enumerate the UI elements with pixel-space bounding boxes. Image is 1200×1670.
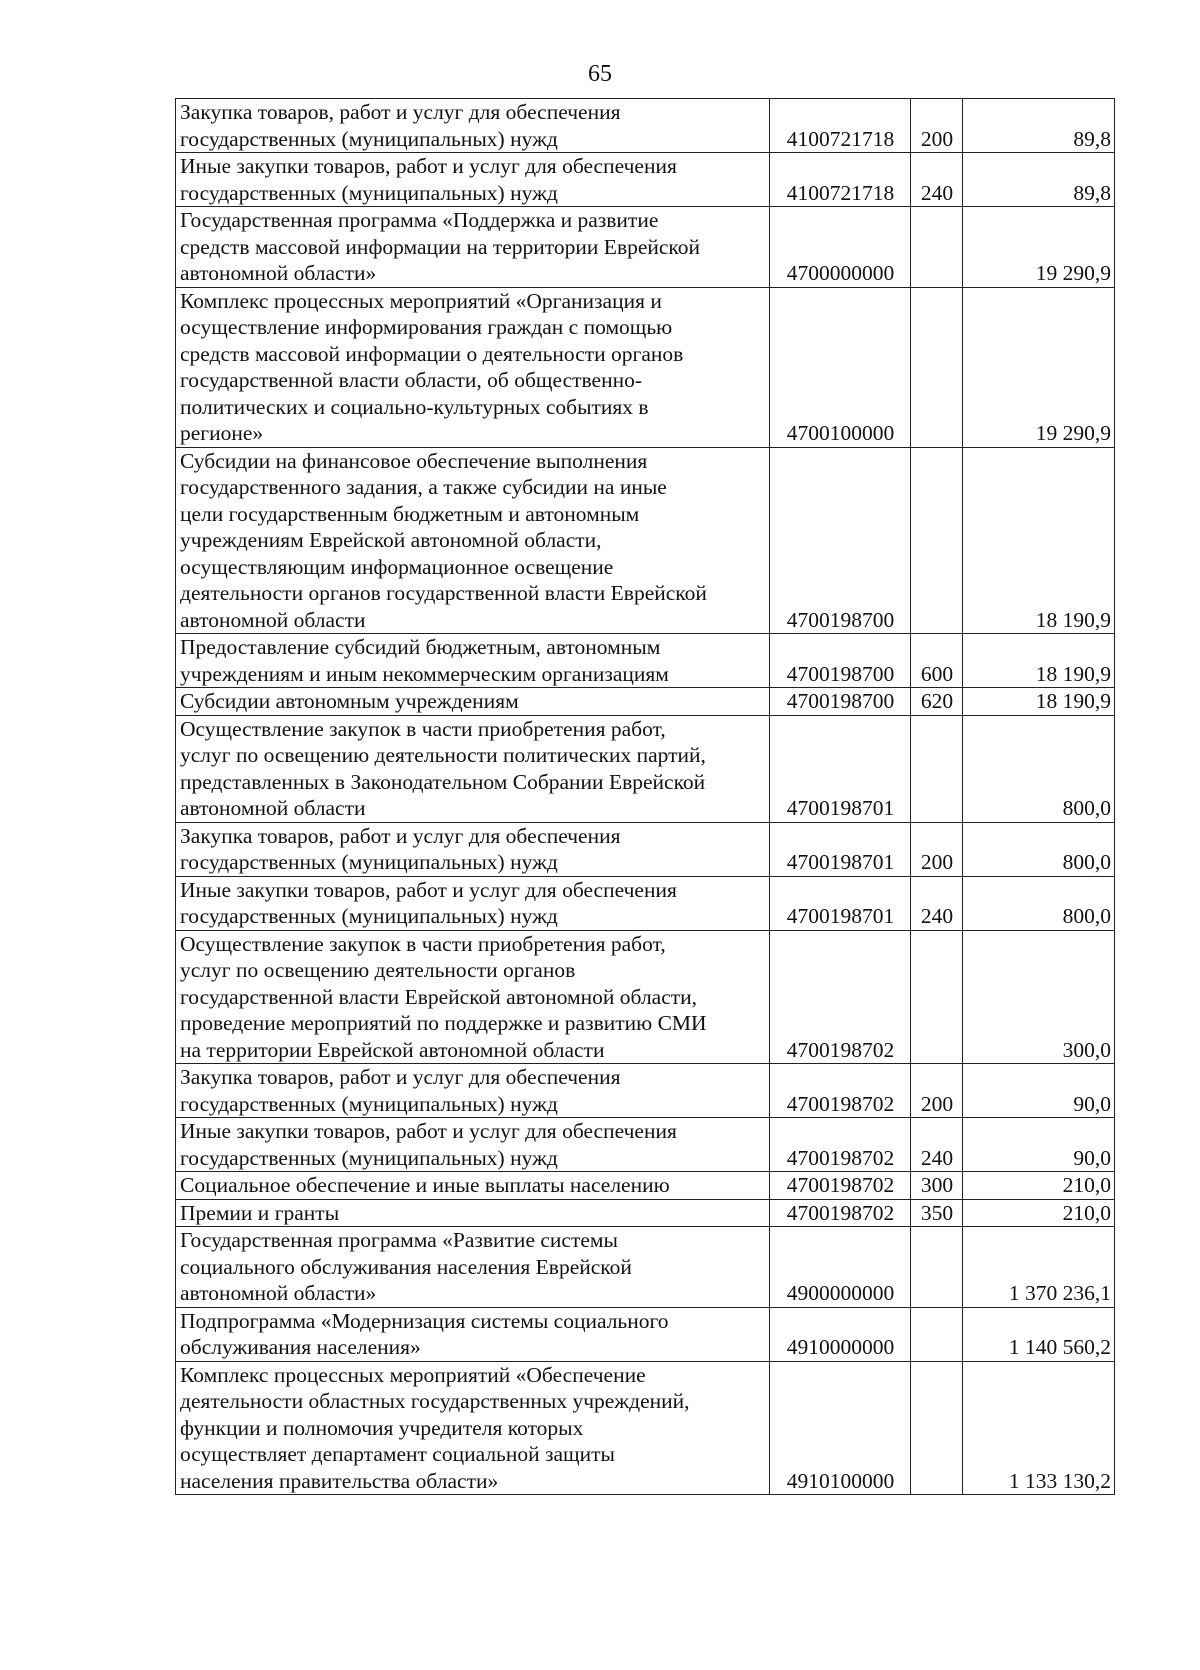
row-kind-cell — [911, 207, 963, 288]
table-row — [176, 287, 1115, 447]
row-name-cell: Иные закупки товаров, работ и услуг для обеспечения государственных (муниципальных) нужд — [176, 876, 770, 930]
row-name-cell: Иные закупки товаров, работ и услуг для обеспечения государственных (муниципальных) нужд — [176, 1118, 770, 1172]
row-amount-cell: 210,0 — [963, 1172, 1115, 1200]
row-kind-cell: 240 — [911, 876, 963, 930]
row-kind-cell: 200 — [911, 99, 963, 153]
row-kind-cell — [911, 1361, 963, 1495]
row-amount-cell: 19 290,9 — [963, 287, 1115, 447]
row-amount-cell: 19 290,9 — [963, 207, 1115, 288]
row-code-cell: 4910100000 — [770, 1361, 911, 1495]
row-amount-cell: 800,0 — [963, 715, 1115, 822]
row-kind-cell — [911, 930, 963, 1064]
row-code-cell: 4700198702 — [770, 1118, 911, 1172]
row-name-cell: Комплекс процессных мероприятий «Обеспечение деятельности областных государственных учреждений, функции и полномочия учредителя которых осуществляет департамент социальной защиты населения правительства области» — [176, 1361, 770, 1495]
row-amount-cell: 90,0 — [963, 1118, 1115, 1172]
row-amount-cell: 300,0 — [963, 930, 1115, 1064]
row-code-cell: 4700198701 — [770, 715, 911, 822]
row-amount-cell: 1 370 236,1 — [963, 1227, 1115, 1308]
row-code-cell: 4100721718 — [770, 153, 911, 207]
row-amount-cell: 1 140 560,2 — [963, 1307, 1115, 1361]
table-row — [176, 930, 1115, 1064]
row-code-cell: 4700198702 — [770, 1199, 911, 1227]
table-row — [176, 99, 1115, 153]
row-kind-cell: 300 — [911, 1172, 963, 1200]
table-row — [176, 447, 1115, 634]
page-number: 65 — [588, 61, 612, 87]
row-kind-cell: 200 — [911, 822, 963, 876]
table-row — [176, 876, 1115, 930]
table-row — [176, 1307, 1115, 1361]
table-row — [176, 1118, 1115, 1172]
row-amount-cell: 90,0 — [963, 1064, 1115, 1118]
row-name-cell: Закупка товаров, работ и услуг для обеспечения государственных (муниципальных) нужд — [176, 1064, 770, 1118]
row-name-cell: Комплекс процессных мероприятий «Организация и осуществление информирования граждан с помощью средств массовой информации о деятельности органов государственной власти области, об общественно- политических и социально-культурных событиях в регионе» — [176, 287, 770, 447]
row-name-cell: Государственная программа «Развитие системы социального обслуживания населения Еврейской автономной области» — [176, 1227, 770, 1308]
table-row — [176, 688, 1115, 716]
row-amount-cell: 18 190,9 — [963, 447, 1115, 634]
row-kind-cell: 240 — [911, 1118, 963, 1172]
table-row — [176, 822, 1115, 876]
row-kind-cell — [911, 287, 963, 447]
row-name-cell: Государственная программа «Поддержка и развитие средств массовой информации на территории Еврейской автономной области» — [176, 207, 770, 288]
row-kind-cell — [911, 1227, 963, 1308]
budget-table-body — [176, 99, 1115, 1495]
row-amount-cell: 1 133 130,2 — [963, 1361, 1115, 1495]
row-kind-cell: 600 — [911, 634, 963, 688]
budget-table — [175, 98, 1115, 1495]
table-row — [176, 634, 1115, 688]
row-code-cell: 4700198700 — [770, 634, 911, 688]
row-kind-cell: 350 — [911, 1199, 963, 1227]
row-kind-cell — [911, 447, 963, 634]
row-name-cell: Закупка товаров, работ и услуг для обеспечения государственных (муниципальных) нужд — [176, 99, 770, 153]
row-amount-cell: 89,8 — [963, 99, 1115, 153]
row-code-cell: 4700198701 — [770, 876, 911, 930]
row-amount-cell: 89,8 — [963, 153, 1115, 207]
table-row — [176, 153, 1115, 207]
row-code-cell: 4700198702 — [770, 1172, 911, 1200]
row-code-cell: 4700198700 — [770, 447, 911, 634]
table-row — [176, 207, 1115, 288]
row-code-cell: 4700198700 — [770, 688, 911, 716]
row-amount-cell: 18 190,9 — [963, 688, 1115, 716]
row-name-cell: Субсидии автономным учреждениям — [176, 688, 770, 716]
table-row — [176, 1064, 1115, 1118]
row-amount-cell: 800,0 — [963, 876, 1115, 930]
table-row — [176, 715, 1115, 822]
row-code-cell: 4700000000 — [770, 207, 911, 288]
row-code-cell: 4100721718 — [770, 99, 911, 153]
table-row — [176, 1361, 1115, 1495]
row-code-cell: 4700198702 — [770, 1064, 911, 1118]
row-kind-cell: 240 — [911, 153, 963, 207]
row-name-cell: Предоставление субсидий бюджетным, автономным учреждениям и иным некоммерческим организациям — [176, 634, 770, 688]
row-code-cell: 4700198701 — [770, 822, 911, 876]
row-name-cell: Субсидии на финансовое обеспечение выполнения государственного задания, а также субсидии на иные цели государственным бюджетным и автономным учреждениям Еврейской автономной области, осуществляющим информационное освещение деятельности органов государственной власти Еврейской автономной области — [176, 447, 770, 634]
row-kind-cell — [911, 1307, 963, 1361]
table-row — [176, 1227, 1115, 1308]
table-row — [176, 1199, 1115, 1227]
row-kind-cell: 620 — [911, 688, 963, 716]
row-kind-cell — [911, 715, 963, 822]
row-name-cell: Премии и гранты — [176, 1199, 770, 1227]
row-code-cell: 4900000000 — [770, 1227, 911, 1308]
row-name-cell: Осуществление закупок в части приобретения работ, услуг по освещению деятельности органов государственной власти Еврейской автономной области, проведение мероприятий по поддержке и развитию СМИ на территории Еврейской автономной области — [176, 930, 770, 1064]
table-row — [176, 1172, 1115, 1200]
row-code-cell: 4700100000 — [770, 287, 911, 447]
row-name-cell: Закупка товаров, работ и услуг для обеспечения государственных (муниципальных) нужд — [176, 822, 770, 876]
row-code-cell: 4700198702 — [770, 930, 911, 1064]
row-amount-cell: 800,0 — [963, 822, 1115, 876]
row-amount-cell: 210,0 — [963, 1199, 1115, 1227]
row-amount-cell: 18 190,9 — [963, 634, 1115, 688]
row-code-cell: 4910000000 — [770, 1307, 911, 1361]
row-name-cell: Подпрограмма «Модернизация системы социального обслуживания населения» — [176, 1307, 770, 1361]
row-name-cell: Иные закупки товаров, работ и услуг для обеспечения государственных (муниципальных) нужд — [176, 153, 770, 207]
row-name-cell: Осуществление закупок в части приобретения работ, услуг по освещению деятельности политических партий, представленных в Законодательном Собрании Еврейской автономной области — [176, 715, 770, 822]
row-kind-cell: 200 — [911, 1064, 963, 1118]
row-name-cell: Социальное обеспечение и иные выплаты населению — [176, 1172, 770, 1200]
